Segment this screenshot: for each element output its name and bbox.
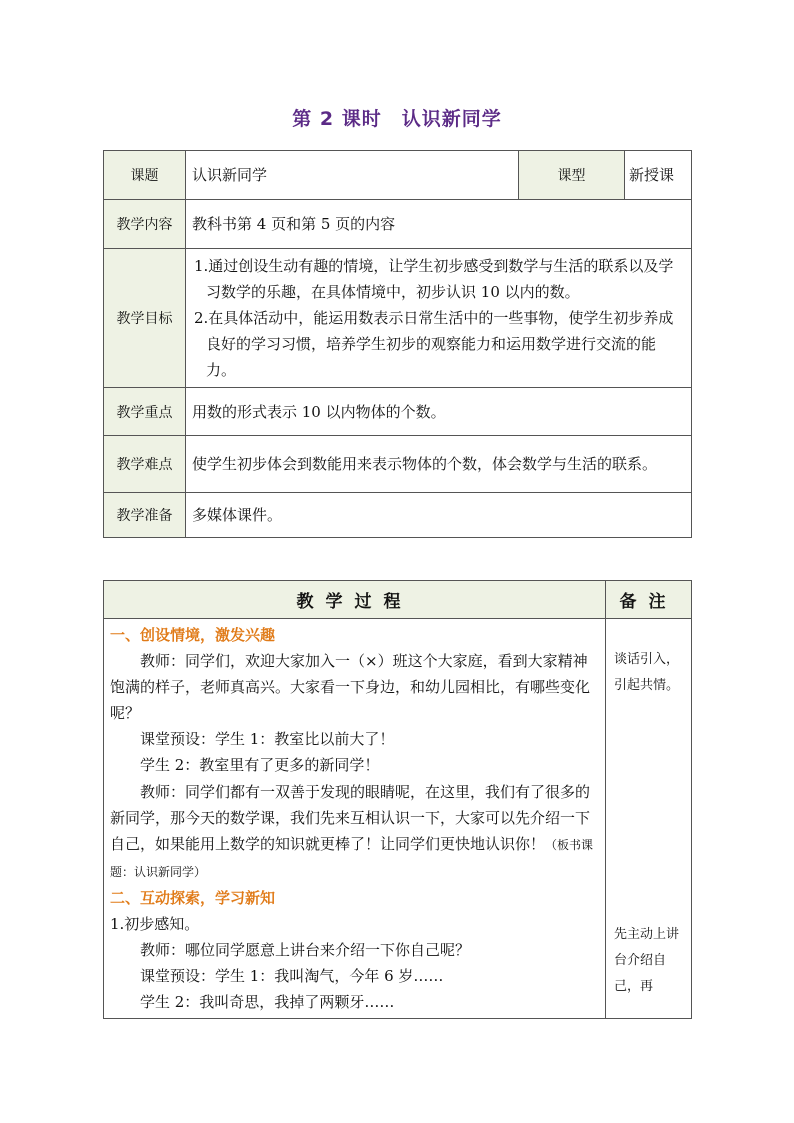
type-label: 课型	[519, 151, 625, 200]
paragraph: 学生 2：我叫奇思，我掉了两颗牙……	[140, 993, 395, 1012]
note-2: 先主动上讲台介绍自己，再	[614, 927, 680, 994]
goal-2: 2.在具体活动中，能运用数表示日常生活中的一些事物，使学生初步养成良好的学习习惯，培养学生初步的观察能力和运用数学进行交流的能力。	[194, 309, 674, 379]
paragraph	[110, 779, 599, 885]
teaching-process-table	[103, 580, 692, 1019]
process-header: 教学过程	[104, 581, 606, 619]
paragraph: 教师：同学们，欢迎大家加入一（×）班这个大家庭，看到大家精神饱满的样子，老师真高兴。大家看一下身边，和幼儿园相比，有哪些变化呢？	[110, 652, 591, 723]
paragraph: 课堂预设：学生 1：我叫淘气，今年 6 岁……	[140, 967, 444, 986]
type-value: 新授课	[625, 151, 692, 200]
note-header: 备注	[606, 581, 692, 619]
topic-label: 课题	[104, 151, 186, 200]
difficulty-value: 使学生初步体会到数能用来表示物体的个数，体会数学与生活的联系。	[186, 436, 692, 493]
paragraph: 1.初步感知。	[110, 915, 200, 934]
lesson-info-table	[103, 150, 692, 538]
notes-column	[606, 619, 692, 1019]
page-title: 第 2 课时 认识新同学	[292, 108, 502, 130]
paragraph-text: 教师：同学们都有一双善于发现的眼睛呢，在这里，我们有了很多的新同学，那今天的数学课，我们先来互相认识一下，大家可以先介绍一下自己，如果能用上数学的知识就更棒了！让同学们更快地认识你！	[110, 782, 591, 853]
paragraph: 学生 2：教室里有了更多的新同学！	[140, 756, 380, 775]
content-label: 教学内容	[104, 200, 186, 249]
topic-value: 认识新同学	[186, 151, 519, 200]
prep-value: 多媒体课件。	[186, 493, 692, 538]
goals-label: 教学目标	[104, 249, 186, 388]
paragraph: 教师：哪位同学愿意上讲台来介绍一下你自己呢？	[140, 941, 471, 960]
paragraph: 课堂预设：学生 1：教室比以前大了！	[140, 730, 395, 749]
key-value: 用数的形式表示 10 以内物体的个数。	[186, 388, 692, 436]
prep-label: 教学准备	[104, 493, 186, 538]
blackboard-note: （板书课题：认识新同学）	[110, 837, 594, 879]
process-body	[104, 619, 606, 1019]
content-value: 教科书第 4 页和第 5 页的内容	[186, 200, 692, 249]
difficulty-label: 教学难点	[104, 436, 186, 493]
goals-cell	[186, 249, 692, 388]
section-heading-2: 二、互动探索，学习新知	[110, 888, 276, 907]
note-1: 谈话引入，引起共情。	[614, 652, 680, 693]
key-label: 教学重点	[104, 388, 186, 436]
goal-1: 1.通过创设生动有趣的情境，让学生初步感受到数学与生活的联系以及学习数学的乐趣，在具体情境中，初步认识 10 以内的数。	[194, 257, 674, 301]
section-heading-1: 一、创设情境，激发兴趣	[110, 626, 276, 644]
